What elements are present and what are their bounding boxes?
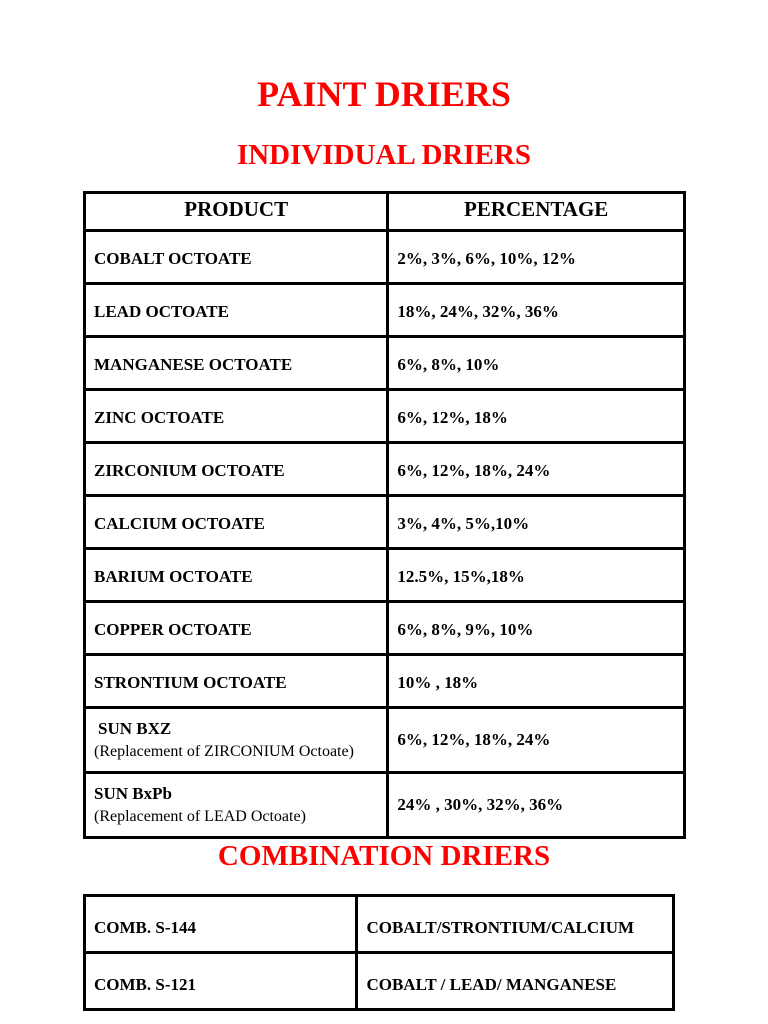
percentage-cell: 6%, 12%, 18%, 24%	[388, 708, 685, 773]
table-row	[85, 602, 685, 655]
product-cell	[85, 655, 388, 708]
column-header-percentage: PERCENTAGE	[388, 193, 685, 231]
percentage-cell: 3%, 4%, 5%,10%	[388, 496, 685, 549]
table-row	[85, 231, 685, 284]
product-note: (Replacement of LEAD Octoate)	[94, 808, 306, 825]
composition-cell: COBALT/STRONTIUM/CALCIUM	[357, 896, 674, 953]
product-name: STRONTIUM OCTOATE	[94, 673, 287, 692]
product-name: BARIUM OCTOATE	[94, 567, 253, 586]
table-row	[85, 284, 685, 337]
percentage-cell: 6%, 12%, 18%	[388, 390, 685, 443]
product-cell	[85, 231, 388, 284]
product-name: CALCIUM OCTOATE	[94, 514, 265, 533]
table-row	[85, 655, 685, 708]
table-row	[85, 896, 674, 953]
product-cell	[85, 496, 388, 549]
table-row	[85, 549, 685, 602]
product-cell	[85, 284, 388, 337]
product-cell	[85, 549, 388, 602]
product-cell: COMB. S-121	[85, 953, 357, 1010]
percentage-cell: 2%, 3%, 6%, 10%, 12%	[388, 231, 685, 284]
page-title: PAINT DRIERS	[257, 74, 511, 114]
product-cell	[85, 708, 388, 773]
percentage-cell: 6%, 8%, 9%, 10%	[388, 602, 685, 655]
table-row	[85, 708, 685, 773]
product-name: COBALT OCTOATE	[94, 249, 252, 268]
composition-cell: COBALT / LEAD/ MANGANESE	[357, 953, 674, 1010]
table-row	[85, 443, 685, 496]
percentage-cell: 10% , 18%	[388, 655, 685, 708]
percentage-cell: 6%, 8%, 10%	[388, 337, 685, 390]
product-cell: COMB. S-144	[85, 896, 357, 953]
combination-driers-heading: COMBINATION DRIERS	[217, 840, 551, 872]
product-cell	[85, 602, 388, 655]
product-cell	[85, 443, 388, 496]
product-name: SUN BXZ	[98, 719, 172, 738]
product-name: COPPER OCTOATE	[94, 620, 252, 639]
product-cell	[85, 773, 388, 838]
table-row	[85, 773, 685, 838]
table-row	[85, 337, 685, 390]
product-name: ZINC OCTOATE	[94, 408, 225, 427]
product-name: SUN BxPb	[94, 784, 172, 803]
percentage-cell: 6%, 12%, 18%, 24%	[388, 443, 685, 496]
percentage-cell: 12.5%, 15%,18%	[388, 549, 685, 602]
table-header-row	[85, 193, 685, 231]
product-cell	[85, 390, 388, 443]
percentage-cell: 24% , 30%, 32%, 36%	[388, 773, 685, 838]
individual-driers-table	[83, 191, 686, 839]
individual-driers-heading: INDIVIDUAL DRIERS	[236, 139, 532, 171]
column-header-product: PRODUCT	[85, 193, 388, 231]
product-cell	[85, 337, 388, 390]
product-note: (Replacement of ZIRCONIUM Octoate)	[94, 743, 354, 760]
product-name: MANGANESE OCTOATE	[94, 355, 293, 374]
product-name: LEAD OCTOATE	[94, 302, 229, 321]
table-row	[85, 390, 685, 443]
percentage-cell: 18%, 24%, 32%, 36%	[388, 284, 685, 337]
table-row	[85, 953, 674, 1010]
table-row	[85, 496, 685, 549]
combination-driers-table	[83, 894, 675, 1011]
product-name: ZIRCONIUM OCTOATE	[94, 461, 285, 480]
